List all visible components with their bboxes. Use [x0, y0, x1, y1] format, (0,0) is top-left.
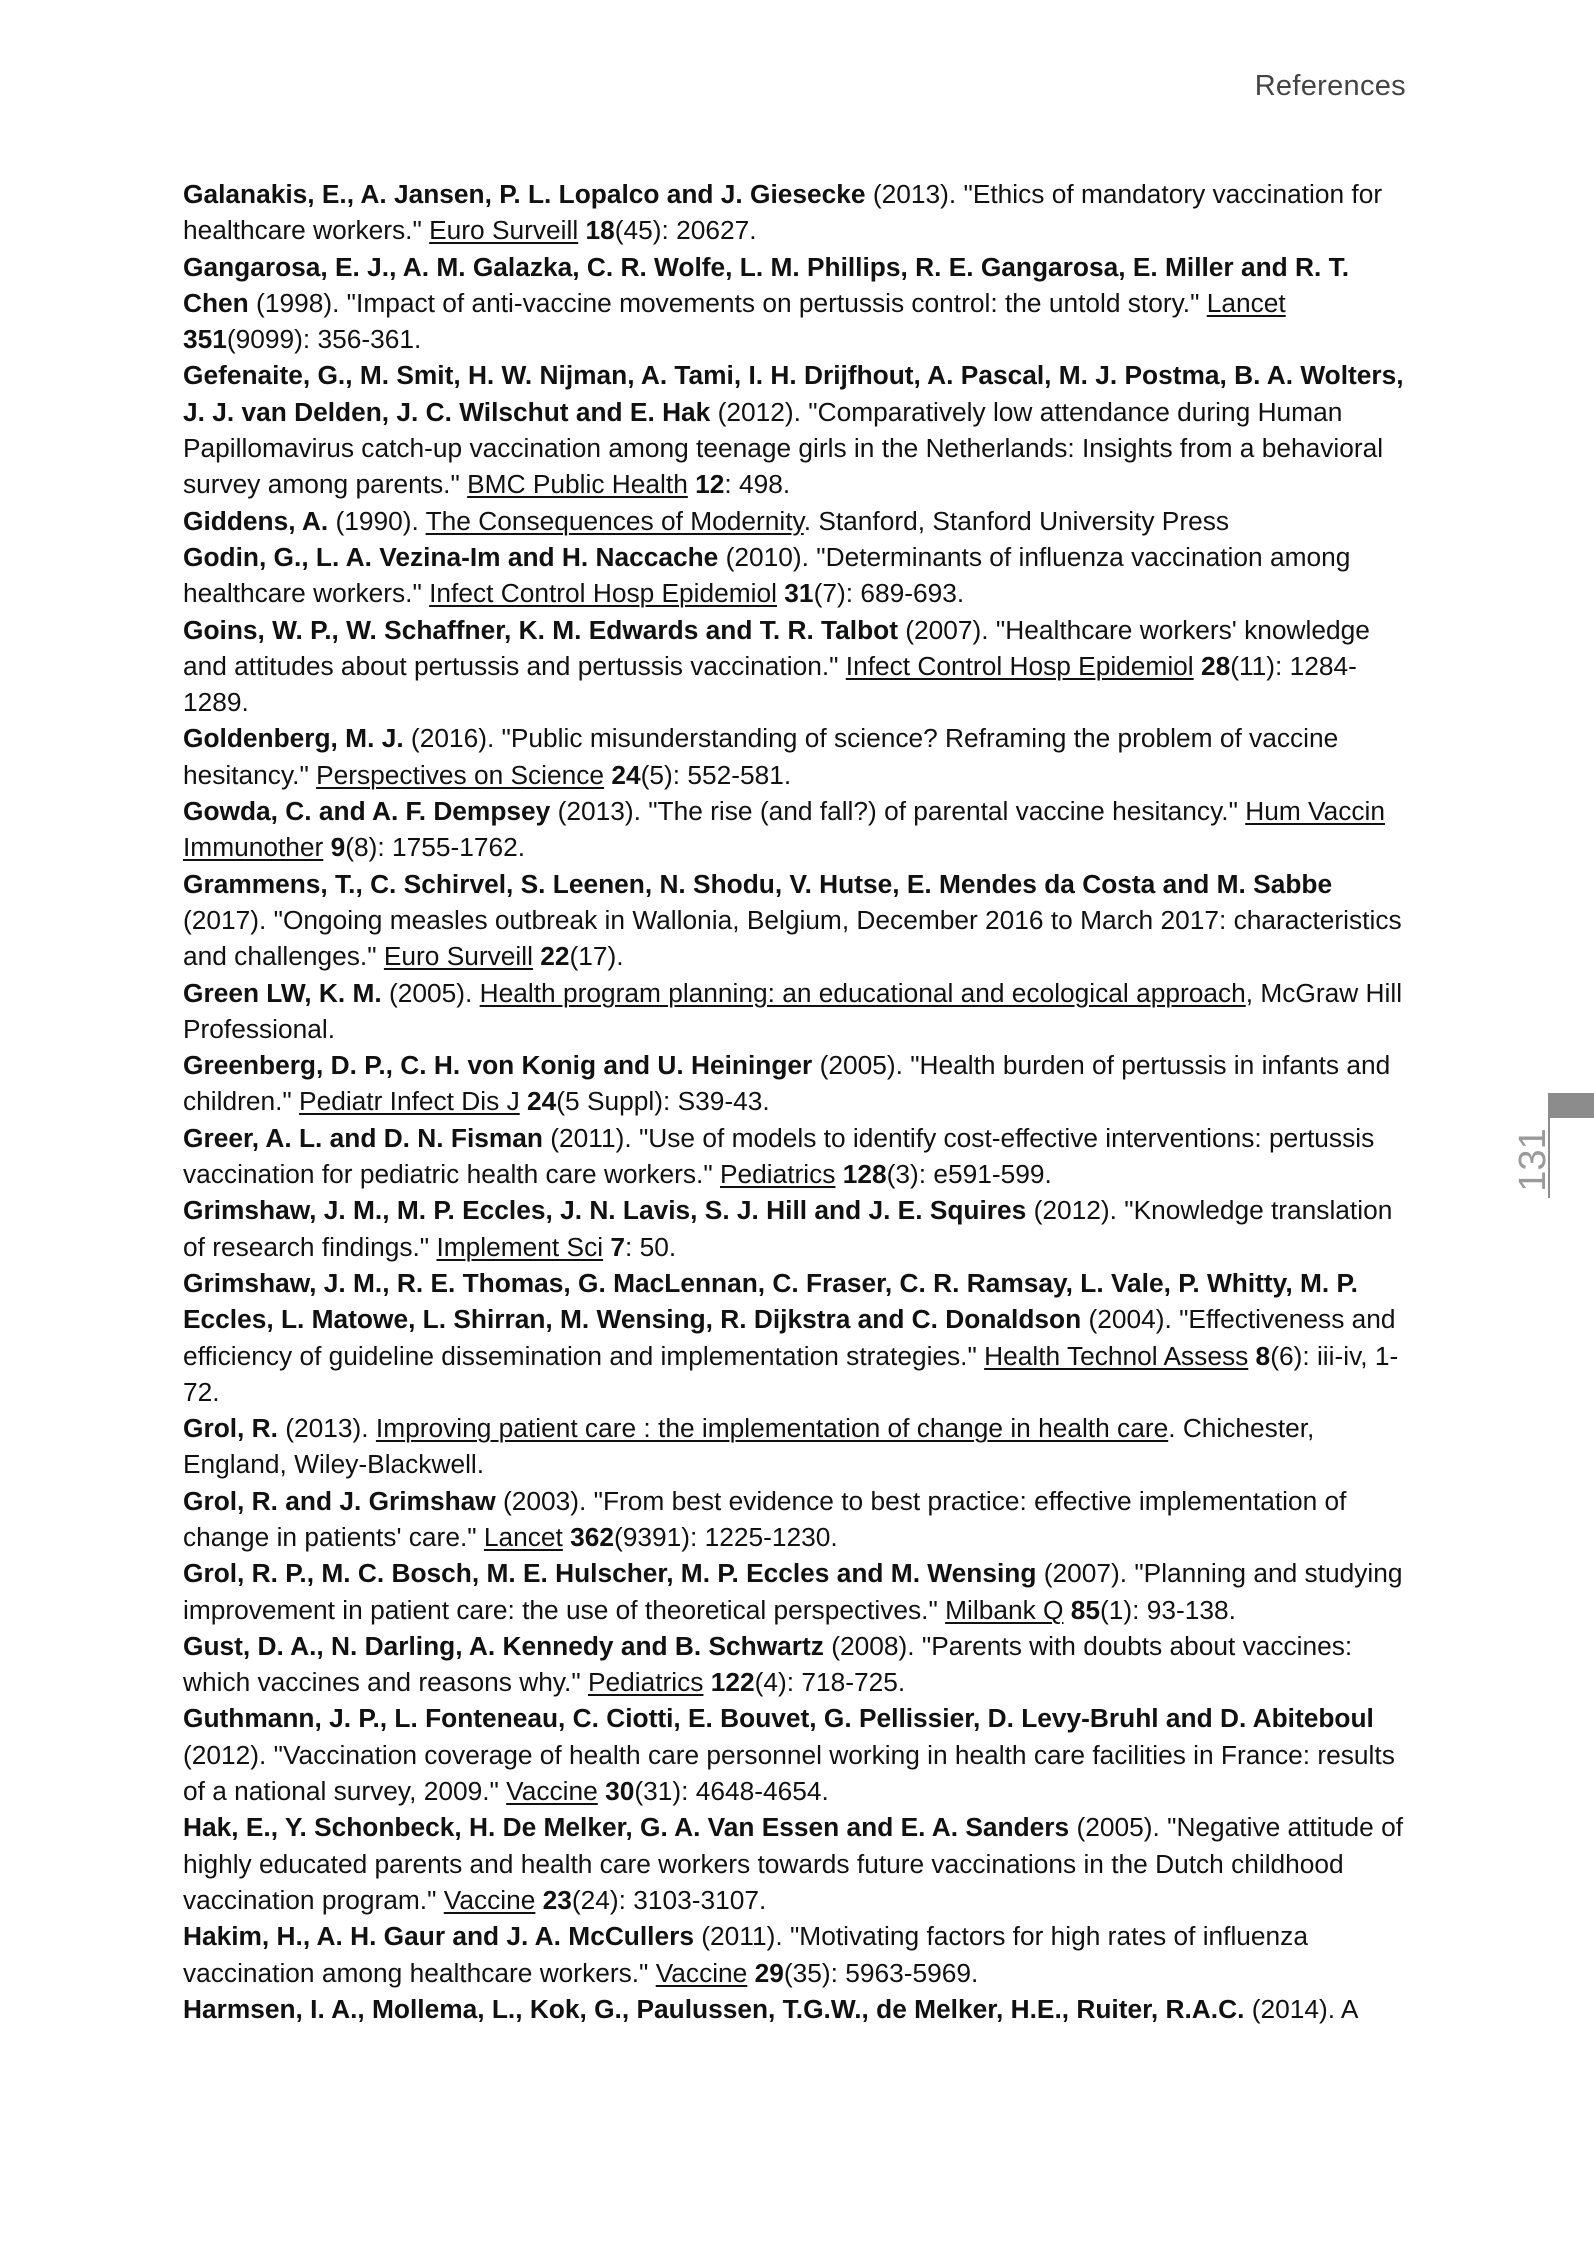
reference-volume: 7: [603, 1231, 625, 1262]
reference-volume: 30: [597, 1776, 635, 1807]
reference-source: Lancet: [483, 1521, 563, 1552]
reference-entry: [183, 1555, 1419, 1628]
reference-entry: [183, 612, 1419, 721]
reference-details: (2016). "Public misunderstanding of science? Reframing the problem of vaccine hesitancy.": [183, 723, 1339, 790]
reference-authors: Hak, E., Y. Schonbeck, H. De Melker, G. A. Van Essen and E. A. Sanders: [183, 1812, 1070, 1843]
reference-entry: [183, 176, 1419, 249]
reference-source: Pediatr Infect Dis J: [299, 1086, 520, 1117]
reference-pages: . Chichester, England, Wiley-Blackwell.: [183, 1413, 1315, 1480]
reference-volume: 9: [323, 832, 346, 863]
reference-pages: (9391): 1225-1230.: [614, 1521, 838, 1552]
reference-pages: (5 Suppl): S39-43.: [556, 1086, 770, 1117]
reference-details: (2010). "Determinants of influenza vaccination among healthcare workers.": [183, 541, 1351, 609]
reference-entry: [183, 1991, 1419, 2027]
reference-authors: Gangarosa, E. J., A. M. Galazka, C. R. Wolfe, L. M. Phillips, R. E. Gangarosa, E. Miller and R. T. Chen: [183, 251, 1350, 318]
reference-entry: [183, 1410, 1419, 1483]
reference-authors: Harmsen, I. A., Mollema, L., Kok, G., Paulussen, T.G.W., de Melker, H.E., Ruiter, R.A.C.: [183, 1993, 1245, 2024]
reference-details: (2014). A: [1244, 1993, 1359, 2024]
reference-authors: Hakim, H., A. H. Gaur and J. A. McCullers: [183, 1921, 694, 1952]
reference-entry: [183, 1628, 1419, 1701]
reference-volume: 18: [578, 215, 615, 246]
reference-volume: 22: [532, 941, 570, 972]
reference-pages: (5): 552-581.: [640, 759, 792, 790]
reference-pages: : 498.: [724, 469, 791, 500]
reference-details: (2011). "Use of models to identify cost-effective interventions: pertussis vaccination for pediatric health care workers.": [183, 1122, 1375, 1190]
reference-source: Lancet: [1206, 287, 1286, 318]
reference-authors: Greenberg, D. P., C. H. von Konig and U. Heininger: [183, 1050, 813, 1081]
reference-details: (1998). "Impact of anti-vaccine movements on pertussis control: the untold story.": [248, 287, 1207, 318]
reference-source: Health program planning: an educational and ecological approach: [479, 977, 1246, 1008]
reference-authors: Greer, A. L. and D. N. Fisman: [183, 1122, 543, 1153]
reference-source: Hum Vaccin Immunother: [183, 796, 1386, 863]
reference-volume: 8: [1248, 1340, 1271, 1371]
reference-details: (2013).: [277, 1413, 376, 1444]
running-head: References: [1254, 70, 1406, 102]
reference-entry: [183, 720, 1419, 793]
reference-details: (2007). "Planning and studying improvement in patient care: the use of theoretical perspectives.": [183, 1558, 1403, 1625]
reference-entry: [183, 1809, 1419, 1918]
reference-volume: 31: [777, 578, 814, 609]
reference-source: The Consequences of Modernity: [425, 505, 804, 536]
reference-source: Vaccine: [655, 1957, 748, 1988]
reference-authors: Goldenberg, M. J.: [183, 723, 404, 754]
reference-volume: 85: [1063, 1594, 1101, 1625]
reference-volume: 12: [687, 469, 725, 500]
reference-pages: . Stanford, Stanford University Press: [803, 505, 1230, 536]
reference-authors: Grol, R. P., M. C. Bosch, M. E. Hulscher, M. P. Eccles and M. Wensing: [183, 1558, 1037, 1589]
page-number: 131: [1512, 1128, 1554, 1192]
reference-authors: Grammens, T., C. Schirvel, S. Leenen, N. Shodu, V. Hutse, E. Mendes da Costa and M. Sabbe: [183, 868, 1333, 899]
reference-details: (2011). "Motivating factors for high rates of influenza vaccination among healthcare workers.": [183, 1921, 1308, 1988]
reference-entry: [183, 1047, 1419, 1120]
reference-pages: (9099): 356-361.: [226, 324, 422, 355]
reference-authors: Giddens, A.: [183, 505, 329, 536]
reference-pages: (11): 1284-1289.: [183, 650, 1357, 718]
reference-entry: [183, 357, 1419, 502]
reference-entry: [183, 975, 1419, 1048]
reference-details: (2012). "Comparatively low attendance during Human Papillomavirus catch-up vaccination among teenage girls in the Netherlands: Insights from a behavioral survey among parents.": [183, 396, 1384, 500]
reference-authors: Guthmann, J. P., L. Fonteneau, C. Ciotti, E. Bouvet, G. Pellissier, D. Levy-Bruhl and D. Abiteboul: [183, 1703, 1374, 1734]
reference-source: Infect Control Hosp Epidemiol: [845, 650, 1194, 681]
reference-volume: 23: [535, 1884, 572, 1915]
reference-volume: 29: [747, 1957, 784, 1988]
reference-details: (2007). "Healthcare workers' knowledge and attitudes about pertussis and pertussis vaccination.": [183, 614, 1370, 681]
reference-authors: Green LW, K. M.: [183, 977, 382, 1008]
reference-pages: (17).: [569, 941, 624, 972]
reference-details: (2003). "From best evidence to best practice: effective implementation of change in patients' care.": [183, 1485, 1347, 1552]
reference-volume: 362: [562, 1521, 615, 1552]
page-tab-marker: [1548, 1093, 1594, 1118]
reference-source: BMC Public Health: [467, 469, 688, 500]
reference-authors: Grol, R. and J. Grimshaw: [183, 1485, 496, 1516]
reference-volume: 24: [519, 1086, 557, 1117]
reference-pages: : 50.: [625, 1231, 677, 1262]
reference-volume: 24: [604, 759, 641, 790]
reference-source: Infect Control Hosp Epidemiol: [429, 578, 777, 609]
reference-entry: [183, 793, 1419, 866]
reference-pages: (31): 4648-4654.: [634, 1776, 829, 1807]
reference-volume: 122: [703, 1667, 755, 1698]
reference-source: Pediatrics: [587, 1667, 704, 1698]
reference-source: Euro Surveill: [383, 941, 533, 972]
reference-pages: (8): 1755-1762.: [345, 832, 526, 863]
reference-entry: [183, 539, 1419, 612]
reference-entry: [183, 1265, 1419, 1410]
reference-volume: 128: [835, 1159, 887, 1190]
reference-pages: (45): 20627.: [614, 215, 757, 246]
reference-pages: (35): 5963-5969.: [783, 1957, 979, 1988]
reference-authors: Godin, G., L. A. Vezina-Im and H. Naccache: [183, 541, 719, 572]
reference-pages: , McGraw Hill Professional.: [183, 977, 1403, 1044]
reference-details: (2012). "Knowledge translation of research findings.": [183, 1195, 1393, 1262]
reference-source: Perspectives on Science: [316, 759, 605, 790]
reference-authors: Grimshaw, J. M., M. P. Eccles, J. N. Lavis, S. J. Hill and J. E. Squires: [183, 1195, 1027, 1226]
reference-entry: [183, 1700, 1419, 1809]
reference-details: (2005). "Health burden of pertussis in infants and children.": [183, 1050, 1391, 1117]
reference-entry: [183, 1483, 1419, 1556]
reference-source: Euro Surveill: [429, 215, 579, 246]
reference-authors: Galanakis, E., A. Jansen, P. L. Lopalco and J. Giesecke: [183, 179, 866, 209]
reference-details: (2013). "The rise (and fall?) of parental vaccine hesitancy.": [550, 796, 1246, 827]
reference-details: (2005). "Negative attitude of highly educated parents and health care workers towards future vaccinations in the Dutch childhood vaccination program.": [183, 1812, 1404, 1915]
reference-source: Pediatrics: [719, 1159, 836, 1190]
reference-source: Improving patient care : the implementation of change in health care: [375, 1413, 1169, 1444]
reference-entry: [183, 503, 1419, 539]
reference-pages: (24): 3103-3107.: [571, 1884, 767, 1915]
reference-entry: [183, 866, 1419, 975]
reference-source: Vaccine: [443, 1884, 536, 1915]
reference-details: (2013). "Ethics of mandatory vaccination for healthcare workers.": [183, 179, 1383, 246]
reference-pages: (4): 718-725.: [754, 1667, 906, 1698]
reference-authors: Grol, R.: [183, 1413, 278, 1444]
reference-pages: (1): 93-138.: [1100, 1594, 1236, 1625]
reference-details: (2004). "Effectiveness and efficiency of guideline dissemination and implementation strategies.": [183, 1304, 1396, 1371]
reference-details: (2005).: [381, 977, 480, 1008]
reference-pages: (7): 689-693.: [813, 578, 965, 609]
reference-details: (2012). "Vaccination coverage of health care personnel working in health care facilities in France: results of a national survey, 2009.": [183, 1739, 1395, 1807]
reference-entry: [183, 1918, 1419, 1991]
reference-authors: Gowda, C. and A. F. Dempsey: [183, 796, 551, 827]
reference-volume: 351: [183, 324, 227, 355]
reference-source: Vaccine: [506, 1776, 598, 1807]
reference-authors: Goins, W. P., W. Schaffner, K. M. Edwards and T. R. Talbot: [183, 614, 898, 645]
reference-details: (2017). "Ongoing measles outbreak in Wallonia, Belgium, December 2016 to March 2017: characteristics and challenges.": [183, 904, 1402, 972]
reference-details: (2008). "Parents with doubts about vaccines: which vaccines and reasons why.": [183, 1630, 1353, 1698]
reference-entry: [183, 1120, 1419, 1193]
reference-volume: 28: [1193, 650, 1231, 681]
reference-source: Milbank Q: [945, 1594, 1064, 1625]
reference-details: (1990).: [328, 505, 426, 536]
reference-authors: Grimshaw, J. M., R. E. Thomas, G. MacLennan, C. Fraser, C. R. Ramsay, L. Vale, P. Whitty, M. P. Eccles, L. Matowe, L. Shirran, M. Wensing, R. Dijkstra and C. Donaldson: [183, 1267, 1358, 1335]
reference-entry: [183, 1192, 1419, 1265]
reference-authors: Gust, D. A., N. Darling, A. Kennedy and B. Schwartz: [183, 1630, 824, 1661]
reference-pages: (3): e591-599.: [886, 1159, 1052, 1190]
reference-source: Health Technol Assess: [984, 1340, 1249, 1371]
reference-authors: Gefenaite, G., M. Smit, H. W. Nijman, A. Tami, I. H. Drijfhout, A. Pascal, M. J. Postma, B. A. Wolters, J. J. van Delden, J. C. Wilschut and E. Hak: [183, 360, 1404, 427]
reference-entry: [183, 249, 1419, 358]
reference-list: [183, 176, 1419, 2027]
reference-pages: (6): iii-iv, 1-72.: [183, 1340, 1399, 1407]
reference-source: Implement Sci: [436, 1231, 604, 1262]
